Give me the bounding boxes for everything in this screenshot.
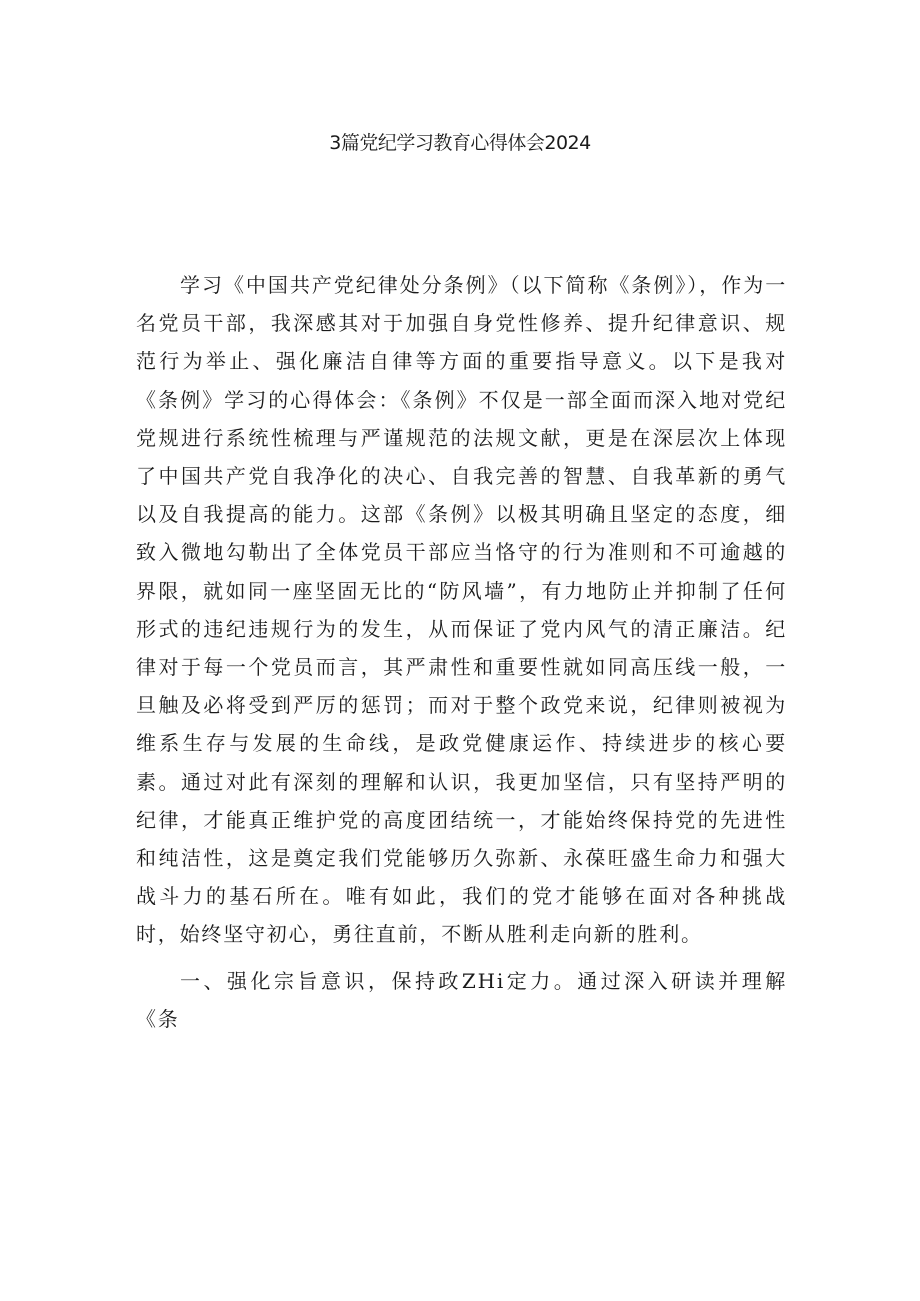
paragraph-section-one: 一、强化宗旨意识，保持政ZHi定力。通过深入研读并理解《条 [136,968,787,1031]
document-title: 3篇党纪学习教育心得体会2024 [329,132,591,154]
paragraph-intro: 学习《中国共产党纪律处分条例》（以下简称《条例》），作为一名党员干部，我深感其对于加强自身党性修养、提升纪律意识、规范行为举止、强化廉洁自律等方面的重要指导意义。以下是我对《条例》学习的心得体会：《条例》不仅是一部全面而深入地对党纪党规进行系统性梳理与严谨规范的法规文献，更是在深层次上体现了中国共产党自我净化的决心、自我完善的智慧、自我革新的勇气以及自我提高的能力。这部《条例》以极其明确且坚定的态度，细致入微地勾勒出了全体党员干部应当恪守的行为准则和不可逾越的界限，就如同一座坚固无比的“防风墙”，有力地防止并抑制了任何形式的违纪违规行为的发生，从而保证了党内风气的清正廉洁。纪律对于每一个党员而言，其严肃性和重要性就如同高压线一般，一旦触及必将受到严厉的惩罚；而对于整个政党来说，纪律则被视为维系生存与发展的生命线，是政党健康运作、持续进步的核心要素。通过对此有深刻的理解和认识，我更加坚信，只有坚持严明的纪律，才能真正维护党的高度团结统一，才能始终保持党的先进性和纯洁性，这是奠定我们党能够历久弥新、永葆旺盛生命力和强大战斗力的基石所在。唯有如此，我们的党才能够在面对各种挑战时，始终坚守初心，勇往直前，不断从胜利走向新的胜利。 [136,273,787,947]
document-body [136,266,787,1038]
